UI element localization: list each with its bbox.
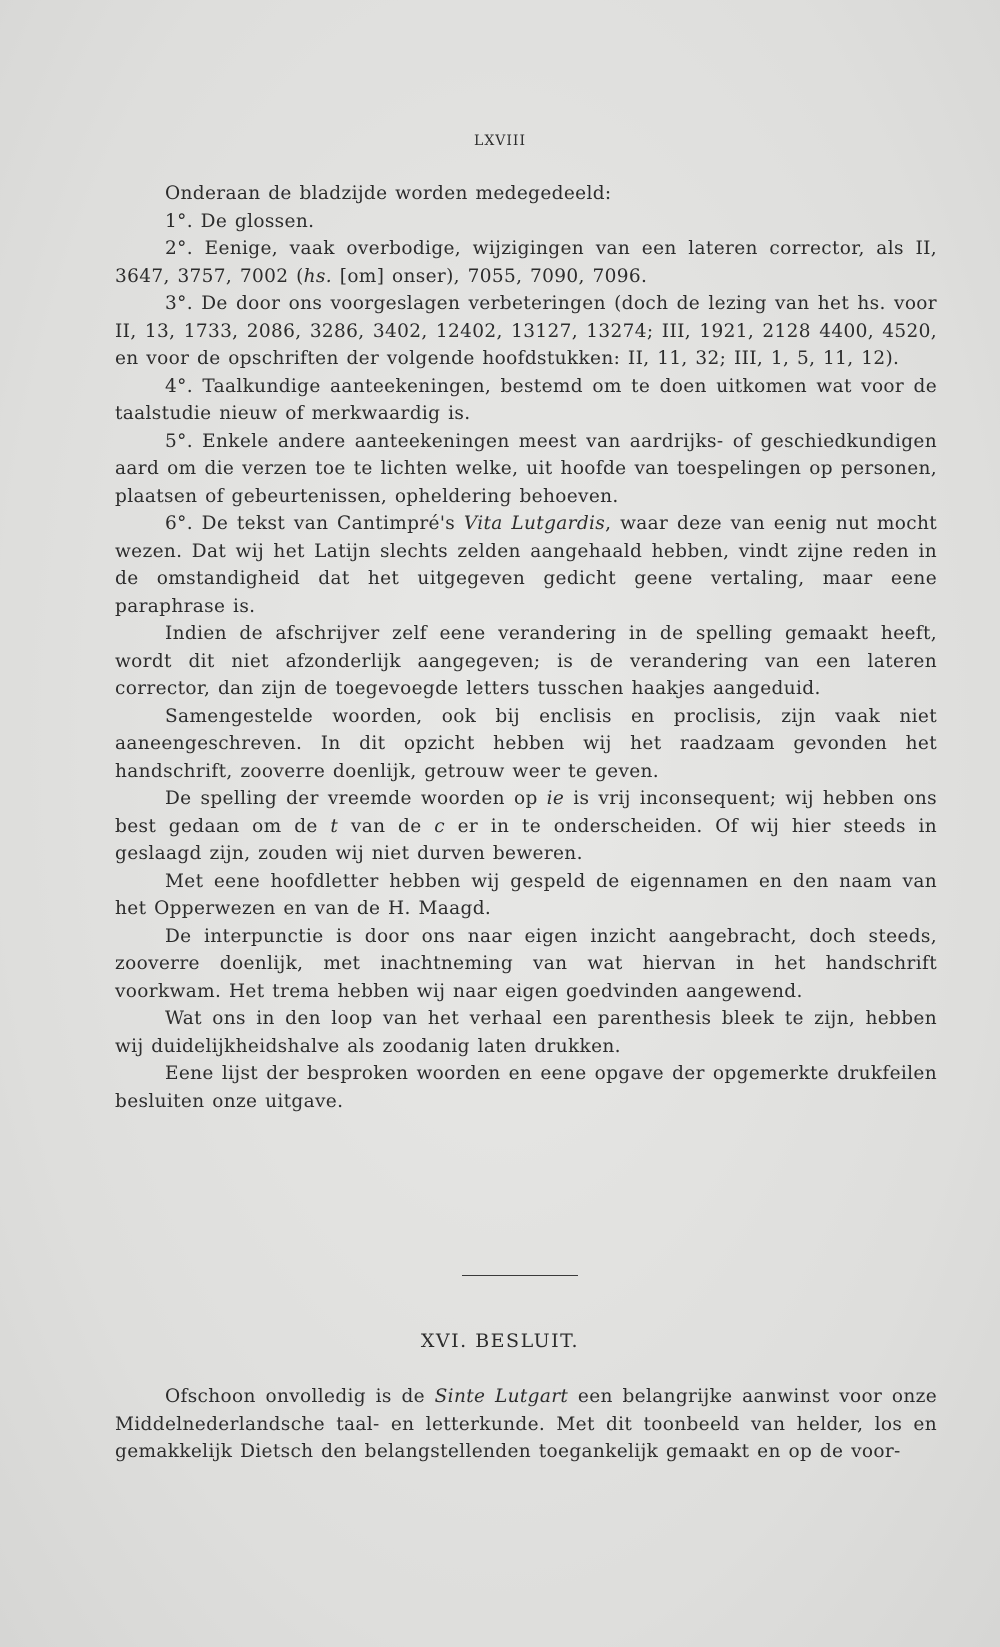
list-item-1: 1°. De glossen. (165, 210, 315, 232)
paragraph-parenthesis: Wat ons in den loop van het verhaal een parenthesis bleek te zijn, hebben wij duidelijkheidshalve als zoodanig laten drukken. (115, 1008, 937, 1057)
page-number: LXVIII (474, 133, 526, 149)
list-item-3: 3°. De door ons voorgeslagen verbeteringen (doch de lezing van het hs. voor II, 13, 1733, 2086, 3286, 3402, 12402, 13127, 13274; III, 1921, 2128 4400, 4520, en voor de opschriften der volgende hoofdstukken: II, 11, 32; III, 1, 5, 11, 12). (115, 293, 937, 369)
list-item-4: 4°. Taalkundige aanteekeningen, bestemd om te doen uitkomen wat voor de taalstudie nieuw of merkwaardig is. (115, 375, 937, 424)
list-item-5: 5°. Enkele andere aanteekeningen meest van aardrijks- of geschiedkundigen aard om die verzen toe te lichten welke, uit hoofde van toespelingen op personen, plaatsen of gebeurtenissen, opheldering behoeven. (115, 430, 937, 507)
closing-text (115, 1383, 937, 1466)
paragraph-word-list: Eene lijst der besproken woorden en eene opgave der opgemerkte drukfeilen besluiten onze uitgave. (115, 1063, 937, 1112)
paragraph-conclusion: Ofschoon onvolledig is de Sinte Lutgart een belangrijke aanwinst voor onze Middelnederlandsche taal- en letterkunde. Met dit toonbeeld van helder, los en gemakkelijk Dietsch den belangstellenden toegankelijk gemaakt en op de voor- (115, 1386, 937, 1462)
list-item-2: 2°. Eenige, vaak overbodige, wijzigingen van een lateren corrector, als II, 3647, 3757, 7002 (hs. [om] onser), 7055, 7090, 7096. (115, 238, 937, 287)
paragraph-compounds: Samengestelde woorden, ook bij enclisis en proclisis, zijn vaak niet aaneengeschreven. In dit opzicht hebben wij het raadzaam gevonden het handschrift, zooverre doenlijk, getrouw weer te geven. (115, 705, 937, 782)
body-text (115, 180, 937, 1115)
paragraph-foreign-words: De spelling der vreemde woorden op ie is vrij inconsequent; wij hebben ons best gedaan om de t van de c er in te onderscheiden. Of wij hier steeds in geslaagd zijn, zouden wij niet durven beweren. (115, 788, 938, 864)
paragraph-capitals: Met eene hoofdletter hebben wij gespeld de eigennamen en den naam van het Opperwezen en van de H. Maagd. (115, 870, 937, 919)
list-item-6: 6°. De tekst van Cantimpré's Vita Lutgardis, waar deze van eenig nut mocht wezen. Dat wij het Latijn slechts zelden aangehaald hebben, vindt zijne reden in de omstandigheid dat het uitgegeven gedicht geene vertaling, maar eene paraphrase is. (115, 513, 937, 617)
paragraph-punctuation: De interpunctie is door ons naar eigen inzicht aangebracht, doch steeds, zooverre doenlijk, met inachtneming van wat hiervan in het handschrift voorkwam. Het trema hebben wij naar eigen goedvinden aangewend. (115, 925, 937, 1002)
section-heading: XVI. BESLUIT. (420, 1330, 580, 1352)
paragraph-spelling: Indien de afschrijver zelf eene verandering in de spelling gemaakt heeft, wordt dit niet afzonderlijk aangegeven; is de verandering van een lateren corrector, dan zijn de toegevoegde letters tusschen haakjes aangeduid. (115, 623, 937, 699)
section-divider (462, 1275, 578, 1276)
paragraph-intro: Onderaan de bladzijde worden medegedeeld: (165, 183, 612, 204)
